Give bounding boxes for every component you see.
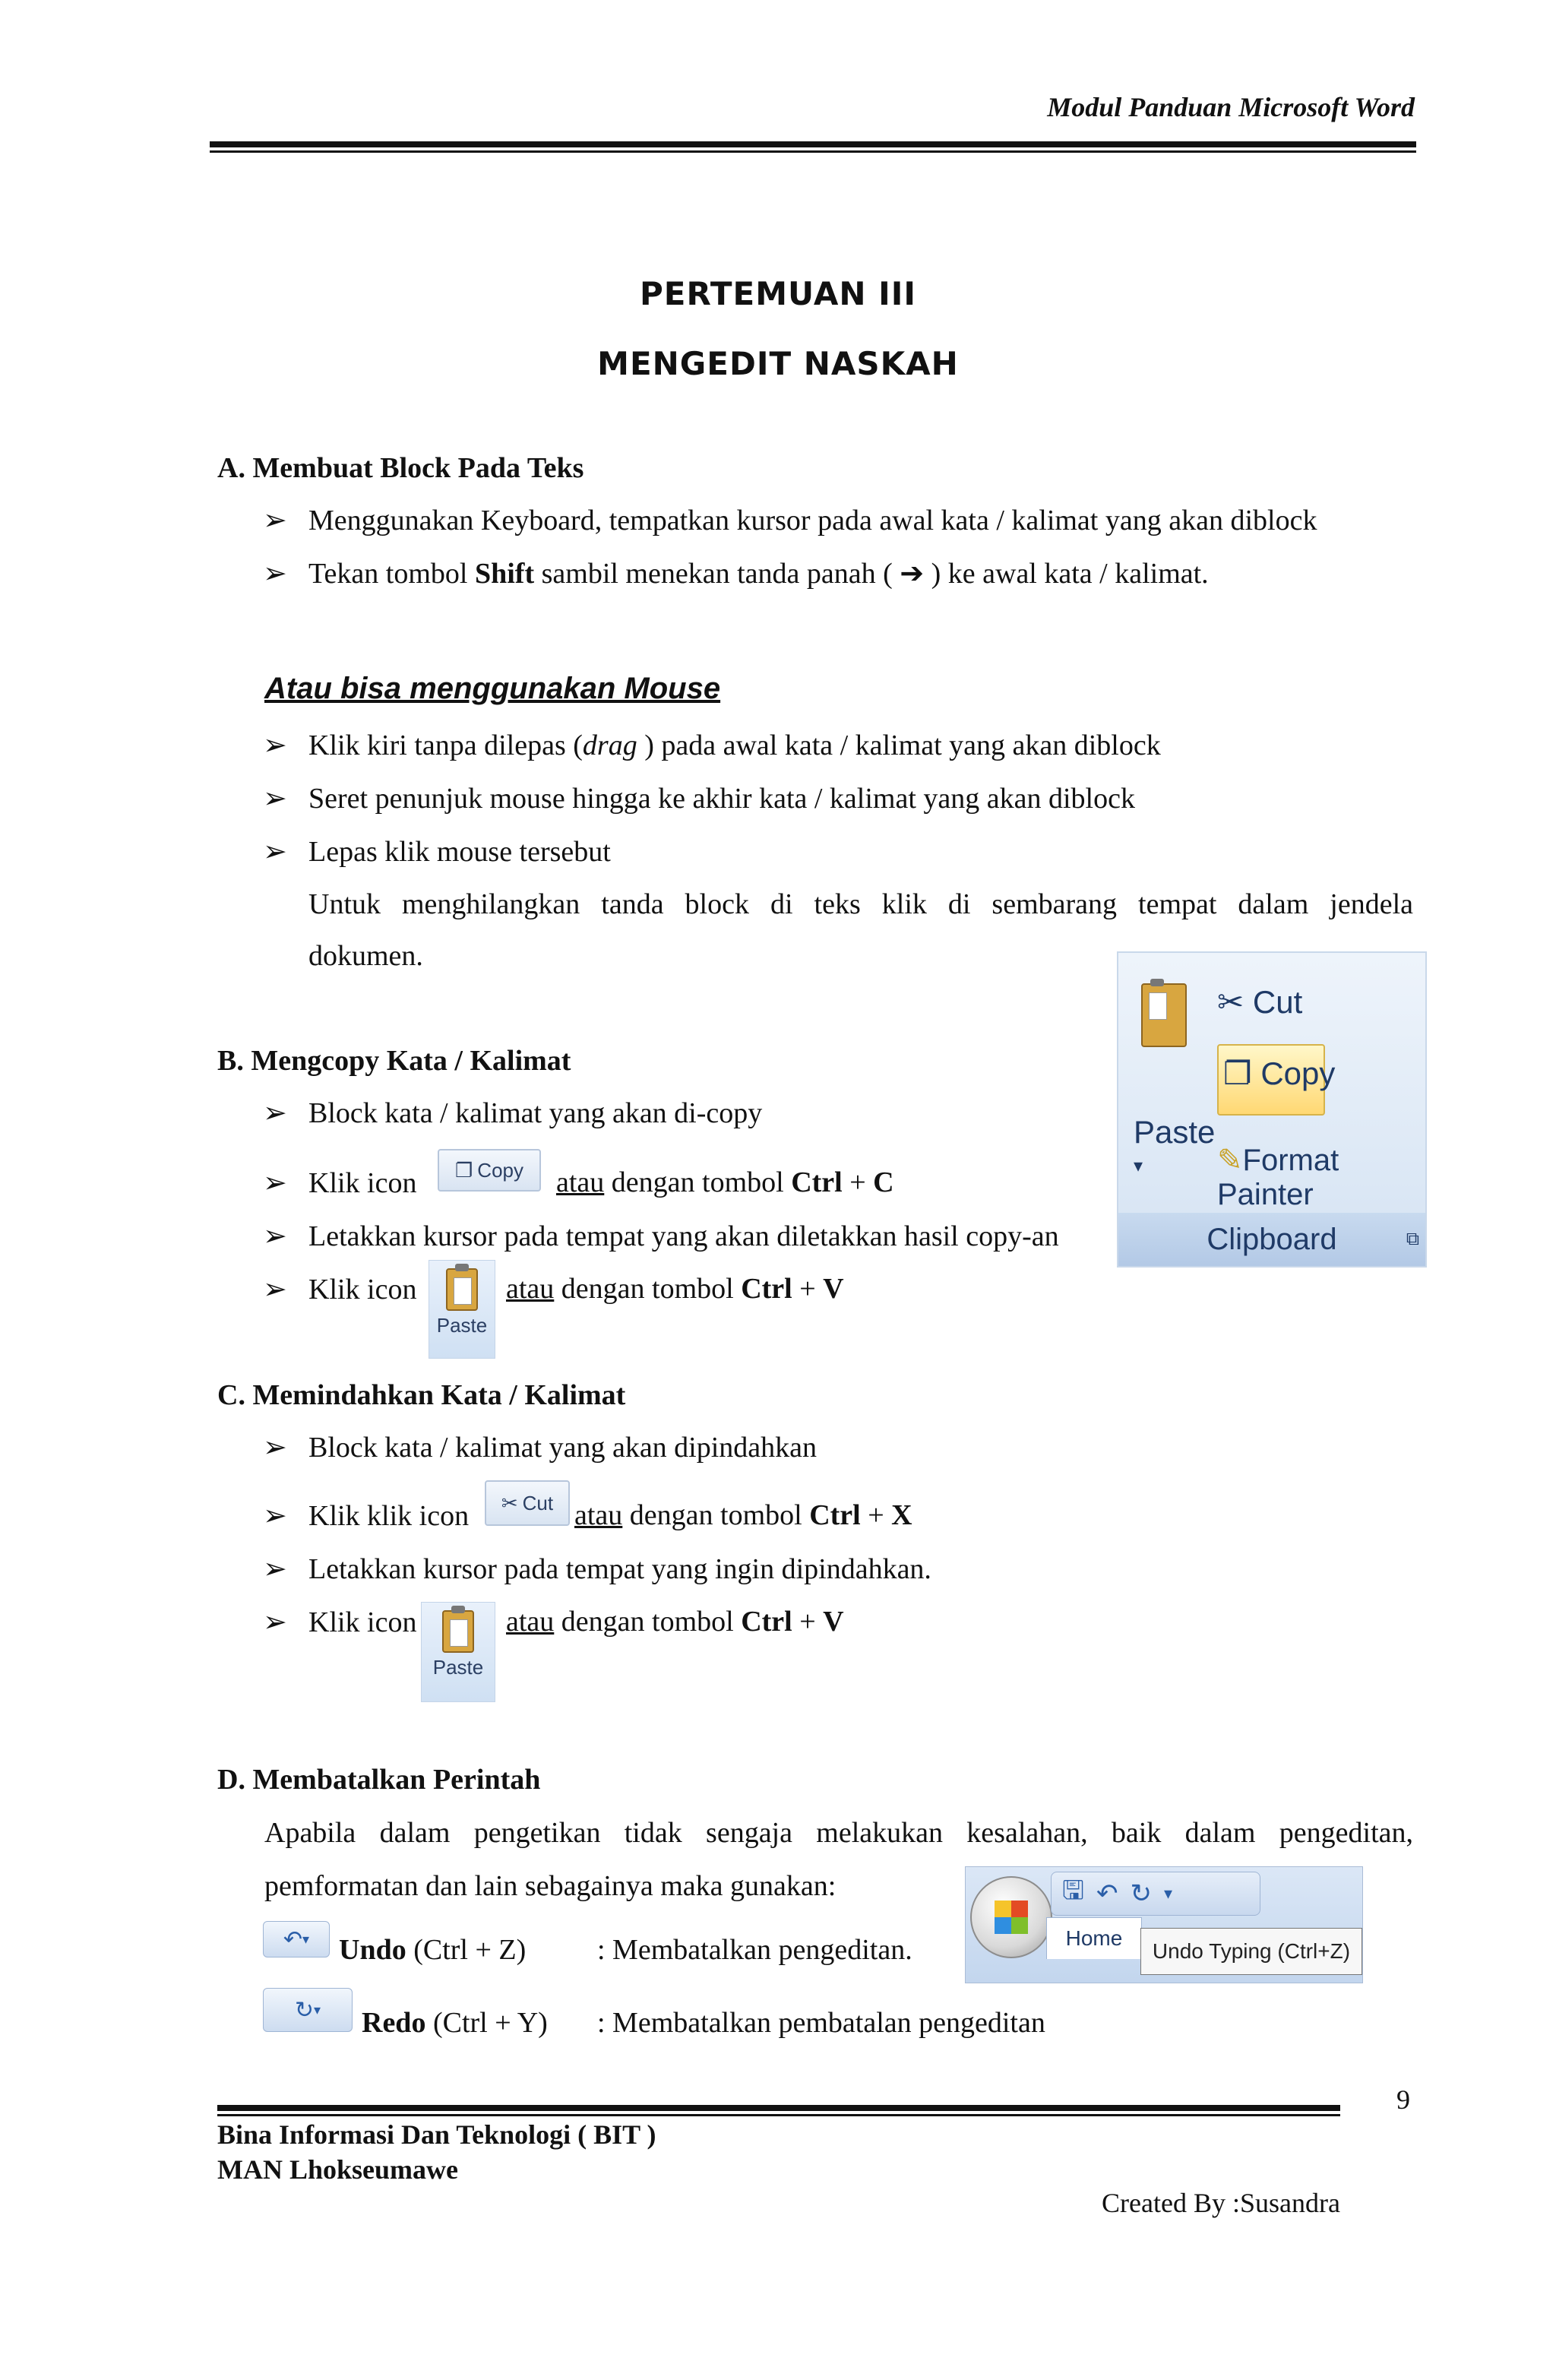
list-item: ➢ Block kata / kalimat yang akan dipindahkan bbox=[263, 1432, 818, 1464]
list-item: ➢ Klik kiri tanpa dilepas (drag ) pada awal kata / kalimat yang akan diblock bbox=[263, 730, 1161, 761]
dialog-launcher-icon: ⧉ bbox=[1406, 1229, 1419, 1249]
undo-description: : Membatalkan pengeditan. bbox=[597, 1934, 912, 1966]
section-d-heading: D. Membatalkan Perintah bbox=[217, 1764, 541, 1796]
footer-rule bbox=[217, 2105, 1340, 2111]
list-item: ➢ Seret penunjuk mouse hingga ke akhir kata / kalimat yang akan diblock bbox=[263, 783, 1135, 815]
running-header: Modul Panduan Microsoft Word bbox=[1047, 92, 1415, 122]
chevron-down-icon: ▾ bbox=[1134, 1156, 1143, 1176]
section-b-heading: B. Mengcopy Kata / Kalimat bbox=[217, 1045, 571, 1077]
redo-description: : Membatalkan pembatalan pengeditan bbox=[597, 2007, 1045, 2039]
list-item: ➢ Klik klik icon bbox=[263, 1500, 470, 1532]
footer-rule-thin bbox=[217, 2114, 1340, 2116]
quick-access-toolbar bbox=[965, 1866, 1363, 1983]
undo-label: Undo (Ctrl + Z) bbox=[339, 1934, 527, 1966]
paste-button[interactable]: Paste bbox=[421, 1602, 495, 1702]
footer-author: Created By :Susandra bbox=[1102, 2188, 1340, 2218]
office-button-icon[interactable] bbox=[970, 1876, 1052, 1958]
save-icon[interactable]: 🖫 bbox=[1062, 1875, 1084, 1905]
undo-icon: ↶ bbox=[283, 1926, 303, 1953]
note-text-end: dokumen. bbox=[308, 940, 423, 972]
paste-label: Paste bbox=[1134, 1114, 1216, 1150]
redo-icon: ↻ bbox=[294, 1996, 315, 2024]
undo-button[interactable] bbox=[263, 1921, 330, 1957]
tooltip: Undo Typing (Ctrl+Z) bbox=[1140, 1928, 1362, 1975]
shortcut-text: atau dengan tombol Ctrl + V bbox=[506, 1606, 844, 1638]
undo-icon[interactable]: ↶ bbox=[1096, 1879, 1118, 1908]
copy-button[interactable]: ❐ Copy bbox=[438, 1149, 541, 1192]
section-a-heading: A. Membuat Block Pada Teks bbox=[217, 452, 584, 484]
redo-icon[interactable]: ↻ bbox=[1130, 1879, 1152, 1908]
header-rule-thin bbox=[210, 150, 1416, 153]
clipboard-group bbox=[1117, 951, 1427, 1268]
list-item: ➢ Lepas klik mouse tersebut bbox=[263, 836, 611, 868]
cut-button[interactable]: ✂ Cut bbox=[485, 1480, 570, 1526]
copy-icon: ❐ bbox=[1223, 1055, 1252, 1091]
format-painter-item: ✎Format Painter bbox=[1217, 1144, 1339, 1211]
redo-button[interactable] bbox=[263, 1988, 353, 2032]
paste-button[interactable]: Paste bbox=[429, 1260, 495, 1359]
shortcut-text: atau dengan tombol Ctrl + C bbox=[556, 1166, 894, 1198]
dropdown-icon: ▾ bbox=[302, 1931, 310, 1948]
list-item: ➢ Klik icon bbox=[263, 1274, 417, 1306]
list-item: ➢ Letakkan kursor pada tempat yang akan diletakkan hasil copy-an bbox=[263, 1220, 1059, 1252]
shortcut-text: atau dengan tombol Ctrl + X bbox=[574, 1499, 912, 1531]
list-item: ➢ Menggunakan Keyboard, tempatkan kursor pada awal kata / kalimat yang akan diblock bbox=[263, 505, 1317, 536]
page-subtitle: MENGEDIT NASKAH bbox=[597, 345, 959, 382]
list-item: ➢ Block kata / kalimat yang akan di-copy bbox=[263, 1097, 763, 1129]
list-item: ➢ Letakkan kursor pada tempat yang ingin dipindahkan. bbox=[263, 1553, 931, 1585]
list-item: ➢ Tekan tombol Shift sambil menekan tanda panah ( ➔ ) ke awal kata / kalimat. bbox=[263, 558, 1209, 590]
footer-institution: Bina Informasi Dan Teknologi ( BIT ) bbox=[217, 2119, 656, 2150]
mouse-subheading: Atau bisa menggunakan Mouse bbox=[264, 672, 721, 705]
page-title: PERTEMUAN III bbox=[639, 275, 917, 312]
brush-icon: ✎ bbox=[1217, 1144, 1243, 1177]
page-number: 9 bbox=[1396, 2084, 1410, 2115]
copy-item: ❐ Copy bbox=[1223, 1055, 1336, 1091]
list-item: ➢ Klik icon bbox=[263, 1167, 417, 1199]
redo-label: Redo (Ctrl + Y) bbox=[362, 2007, 548, 2039]
clipboard-group-label: Clipboard ⧉ bbox=[1118, 1213, 1425, 1266]
customize-icon[interactable]: ▾ bbox=[1163, 1884, 1173, 1903]
footer-school: MAN Lhokseumawe bbox=[217, 2154, 459, 2185]
note-text: Untuk menghilangkan tanda block di teks klik di sembarang tempat dalam jendela bbox=[308, 888, 1413, 920]
list-item: ➢ Klik icon bbox=[263, 1606, 417, 1638]
scissors-icon: ✂ bbox=[1217, 984, 1244, 1020]
cut-item: ✂ Cut bbox=[1217, 984, 1303, 1020]
header-rule bbox=[210, 141, 1416, 147]
section-c-heading: C. Memindahkan Kata / Kalimat bbox=[217, 1379, 626, 1411]
copy-icon: ❐ bbox=[454, 1158, 473, 1182]
paste-icon bbox=[1134, 983, 1194, 1047]
tab-home[interactable]: Home bbox=[1046, 1917, 1142, 1959]
scissors-icon: ✂ bbox=[501, 1491, 518, 1514]
paragraph: Apabila dalam pengetikan tidak sengaja melakukan kesalahan, baik dalam pengeditan, bbox=[264, 1817, 1413, 1849]
dropdown-icon: ▾ bbox=[314, 2002, 321, 2018]
paragraph-end: pemformatan dan lain sebagainya maka gunakan: bbox=[264, 1870, 837, 1902]
shortcut-text: atau dengan tombol Ctrl + V bbox=[506, 1273, 844, 1305]
